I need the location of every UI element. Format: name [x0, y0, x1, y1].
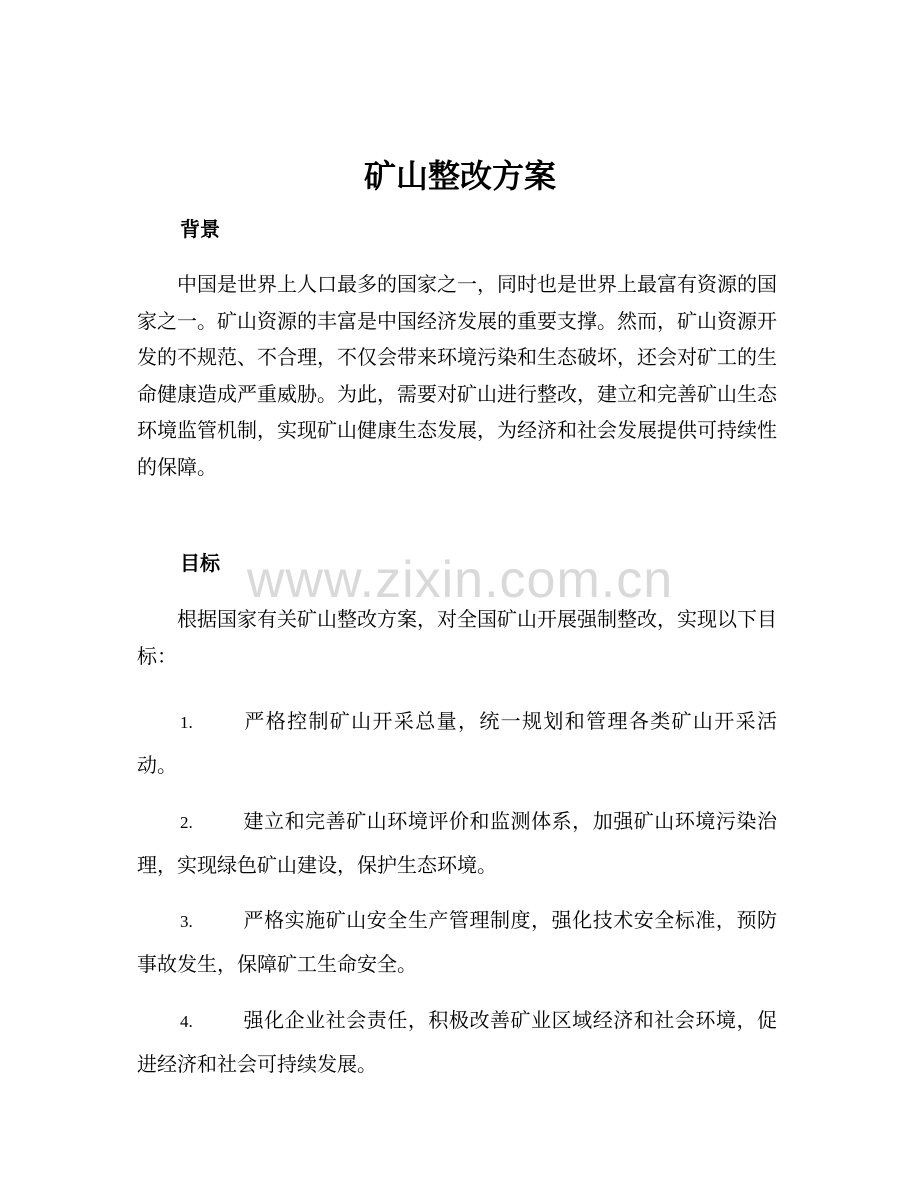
document-title: 矿山整改方案 [363, 157, 556, 195]
goal-item-text: 建立和完善矿山环境评价和监测体系，加强矿山环境污染治理，实现绿色矿山建设，保护生态环境。 [137, 809, 777, 877]
goals-intro-paragraph: 根据国家有关矿山整改方案，对全国矿山开展强制整改，实现以下目标： [137, 607, 777, 668]
section-heading-goals: 目标 [180, 551, 220, 575]
watermark-text: www.zixin.com.cn [246, 551, 674, 609]
goal-item-1 [137, 700, 777, 786]
goal-item-text: 严格控制矿山开采总量，统一规划和管理各类矿山开采活动。 [137, 709, 777, 777]
goal-item-number: 3. [180, 912, 193, 931]
goal-item-4 [137, 999, 777, 1085]
section-heading-background: 背景 [180, 217, 220, 241]
goal-item-3 [137, 899, 777, 985]
goal-item-2 [137, 800, 777, 886]
goal-item-number: 1. [180, 713, 193, 732]
background-paragraph: 中国是世界上人口最多的国家之一，同时也是世界上最富有资源的国家之一。矿山资源的丰富是中国经济发展的重要支撑。然而，矿山资源开发的不规范、不合理，不仅会带来环境污染和生态破坏，还会对矿工的生命健康造成严重威胁。为此，需要对矿山进行整改，建立和完善矿山生态环境监管机制，实现矿山健康生态发展，为经济和社会发展提供可持续性的保障。 [137, 272, 777, 479]
goal-item-text: 强化企业社会责任，积极改善矿业区域经济和社会环境，促进经济和社会可持续发展。 [137, 1008, 777, 1076]
goal-item-number: 4. [180, 1012, 193, 1031]
goal-item-text: 严格实施矿山安全生产管理制度，强化技术安全标准，预防事故发生，保障矿工生命安全。 [137, 908, 777, 976]
goal-item-number: 2. [180, 813, 193, 832]
